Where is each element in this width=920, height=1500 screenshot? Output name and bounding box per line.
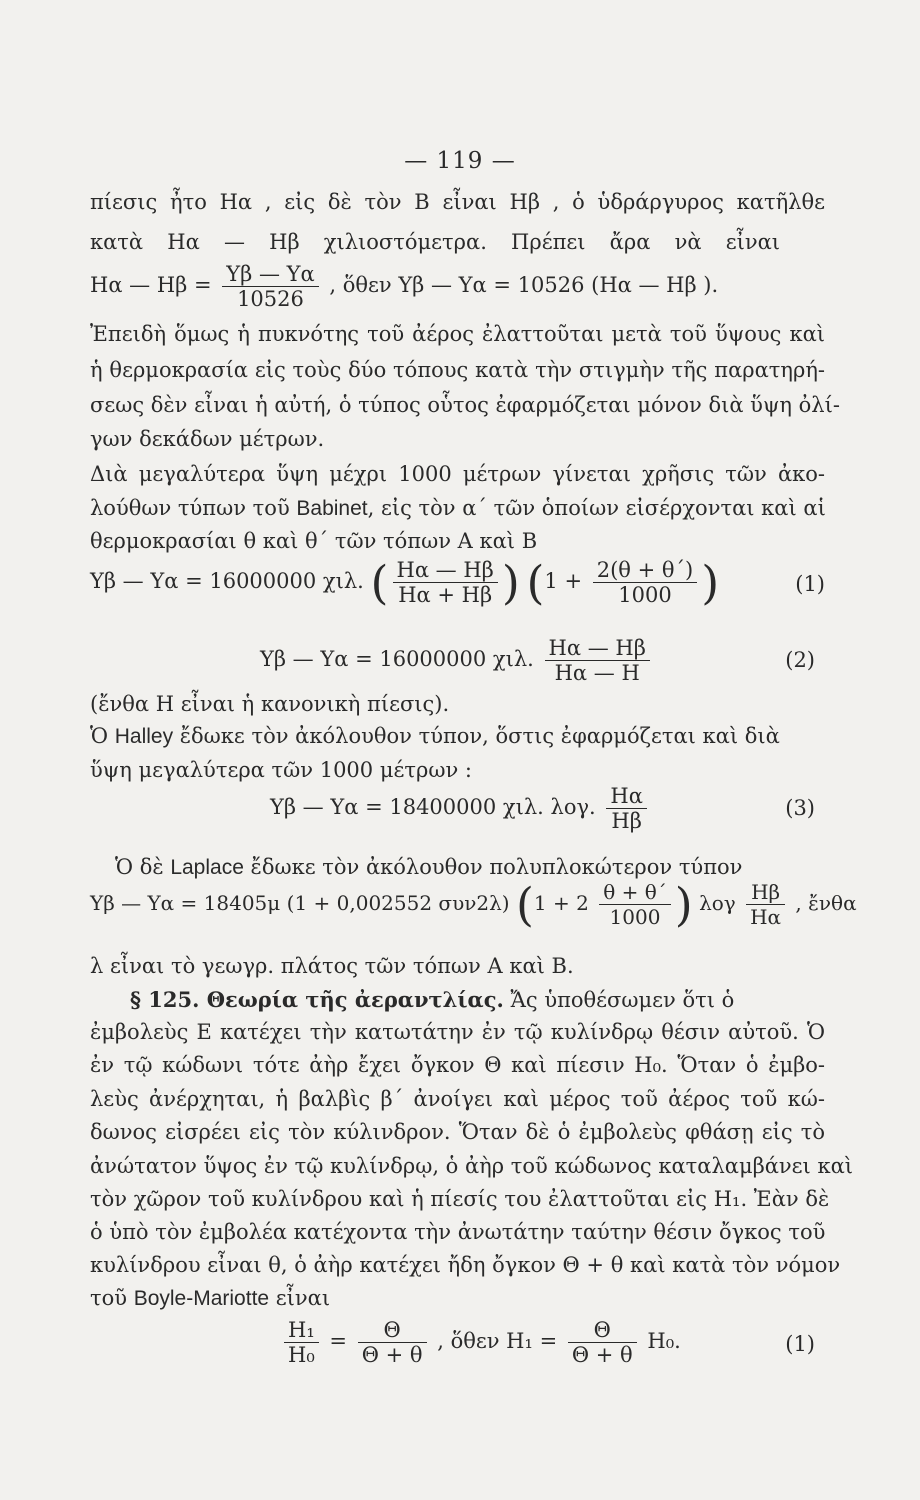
eq4-fraction-1 — [599, 880, 671, 929]
eq0-numerator: Yβ — Yα — [226, 262, 315, 286]
text-line-23: λεὺς ἀνέρχηται, ἡ βαλβὶς β΄ ἀνοίγει καὶ μέρος τοῦ ἀέρος τοῦ κώ- — [90, 1087, 825, 1111]
line29-text-c: εἶναι — [269, 1286, 331, 1310]
line17-text-a: Ὁ δὲ — [115, 855, 171, 879]
halley-name: Halley — [114, 725, 174, 748]
eq5-fraction-2 — [358, 1318, 427, 1367]
equation-0 — [90, 262, 825, 311]
eq4-f1-numerator: θ + θ΄ — [603, 880, 667, 904]
text-line-10: θερμοκρασίαι θ καὶ θ΄ τῶν τόπων A καὶ B — [90, 529, 538, 553]
equation-2 — [260, 636, 815, 686]
text-line-29 — [90, 1284, 825, 1313]
text-line-1: πίεσις ἦτο Hα , εἰς δὲ τὸν B εἶναι Hβ , ὁ ὑδράργυρος κατῆλθε — [90, 190, 825, 214]
eq0-fraction — [222, 262, 318, 311]
babinet-name: Babinet — [296, 497, 368, 520]
line20-text-b: Ἄς ὑποθέσωμεν ὅτι ὁ — [503, 988, 735, 1012]
eq3-denominator: Hβ — [606, 808, 647, 833]
section-125-heading: § 125. Θεωρία τῆς ἀεραντλίας. — [130, 987, 504, 1012]
text-line-24: δωνος εἰσρέει εἰς τὸν κύλινδρον. Ὅταν δὲ ὁ ἐμβολεὺς φθάσῃ εἰς τὸ — [90, 1120, 825, 1144]
eq5-f1-numerator: H₁ — [288, 1318, 315, 1342]
eq1-f2-denominator: 1000 — [593, 582, 697, 607]
text-line-14 — [90, 722, 825, 751]
eq5-f2-numerator: Θ — [383, 1318, 401, 1342]
text-line-9 — [90, 494, 825, 523]
eq1-f2-numerator: 2(θ + θ΄) — [596, 558, 694, 582]
eq2-denominator: Hα — H — [545, 660, 650, 685]
eq5-f3-denominator: Θ + θ — [568, 1342, 637, 1367]
laplace-name: Laplace — [170, 856, 244, 879]
text-line-27: ὁ ὑπὸ τὸν ἐμβολέα κατέχοντα τὴν ἀνωτάτην ταύτην θέσιν ὄγκος τοῦ — [90, 1220, 826, 1244]
eq5-end: H₀. — [647, 1329, 681, 1353]
page-number: — 119 — — [404, 148, 516, 174]
line14-text-a: Ὁ — [90, 724, 115, 748]
text-line-28: κυλίνδρου εἶναι θ, ὁ ἀὴρ κατέχει ἤδη ὄγκον Θ + θ καὶ κατὰ τὸν νόμον — [90, 1253, 841, 1277]
eq5-number: (1) — [785, 1332, 815, 1356]
eq5-f1-denominator: H₀ — [284, 1342, 319, 1367]
text-line-4: Ἐπειδὴ ὅμως ἡ πυκνότης τοῦ ἀέρος ἐλαττοῦται μετὰ τοῦ ὕψους καὶ — [90, 322, 825, 346]
equation-1: Yβ — Yα = 16000000 χιλ. ( $\frac{H\alpha — H\beta}{H\alpha + H\beta}$ ) (1 + $\frac{2(\theta + \theta΄)}{1000}$ ) (1) — [90, 555, 825, 610]
eq4-log: λογ — [699, 891, 736, 915]
line29-text-a: τοῦ — [90, 1286, 134, 1310]
text-line-13: (ἔνθα H εἶναι ἡ κανονικὴ πίεσις). — [90, 692, 450, 716]
eq3-number: (3) — [785, 796, 815, 820]
text-line-6: σεως δὲν εἶναι ἡ αὐτή, ὁ τύπος οὗτος ἐφαρμόζεται μόνον διὰ ὕψη ὀλί- — [90, 393, 840, 417]
text-line-5: ἡ θερμοκρασία εἰς τοὺς δύο τόπους κατὰ τὴν στιγμὴν τῆς παρατηρή- — [90, 358, 825, 382]
text-line-22: ἐν τῷ κώδωνι τότε ἀὴρ ἔχει ὄγκον Θ καὶ πίεσιν H₀. Ὅταν ὁ ἐμβο- — [90, 1053, 825, 1077]
eq2-lhs: Yβ — Yα = 16000000 χιλ. — [260, 647, 534, 671]
text-line-21: ἐμβολεὺς E κατέχει τὴν κατωτάτην ἐν τῷ κυλίνδρῳ θέσιν αὐτοῦ. Ὁ — [90, 1020, 825, 1044]
eq3-lhs: Yβ — Yα = 18400000 χιλ. λογ. — [270, 795, 596, 819]
section-heading-line — [130, 986, 825, 1014]
line9-text-a: λούθων τύπων τοῦ — [90, 496, 297, 520]
text-line-15: ὕψη μεγαλύτερα τῶν 1000 μέτρων : — [90, 758, 472, 782]
eq3-fraction — [606, 784, 647, 833]
eq1-fraction-1 — [393, 558, 498, 607]
eq4-one-plus-two: 1 + 2 — [533, 891, 589, 915]
eq0-denominator: 10526 — [222, 286, 318, 311]
boyle-mariotte-name: Boyle-Mariotte — [133, 1287, 270, 1310]
eq5-fraction-3 — [568, 1318, 637, 1367]
eq1-one-plus: 1 + — [544, 569, 583, 593]
eq4-f2-denominator: Hα — [746, 904, 785, 929]
text-line-19: λ εἶναι τὸ γεωγρ. πλάτος τῶν τόπων A καὶ B. — [90, 954, 574, 978]
eq2-numerator: Hα — Hβ — [548, 636, 646, 660]
text-line-8: Διὰ μεγαλύτερα ὕψη μέχρι 1000 μέτρων γίνεται χρῆσις τῶν ἀκο- — [90, 462, 825, 486]
eq0-rest: , ὅθεν Yβ — Yα = 10526 (Hα — Hβ ). — [329, 273, 719, 297]
equation-4: Yβ — Yα = 18405μ (1 + 0,002552 συν2λ) (1 + 2 $\frac{\theta + \theta΄}{1000}$ ) λογ $\frac{H\beta}{H\alpha}$ , ἔνθα — [90, 877, 857, 932]
eq5-equals: = — [329, 1329, 348, 1353]
eq5-f3-numerator: Θ — [593, 1318, 611, 1342]
eq0-lhs: Hα — Hβ = — [90, 273, 212, 297]
eq4-lhs: Yβ — Yα = 18405μ (1 + 0,002552 συν2λ) — [90, 891, 510, 915]
eq5-fraction-1 — [284, 1318, 319, 1367]
eq1-f1-numerator: Hα — Hβ — [396, 558, 494, 582]
text-line-2: κατὰ Hα — Hβ χιλιοστόμετρα. Πρέπει ἄρα νὰ εἶναι — [90, 230, 780, 254]
eq4-f1-denominator: 1000 — [599, 904, 671, 929]
eq4-end: , ἔνθα — [795, 891, 857, 915]
eq2-number: (2) — [785, 648, 815, 672]
line17-text-c: ἔδωκε τὸν ἀκόλουθον πολυπλοκώτερον τύπον — [243, 855, 743, 879]
eq5-middle: , ὅθεν H₁ = — [437, 1329, 558, 1353]
eq4-fraction-2 — [746, 880, 785, 929]
text-line-26: τὸν χῶρον τοῦ κυλίνδρου καὶ ἡ πίεσίς του ἐλαττοῦται εἰς H₁. Ἐὰν δὲ — [90, 1187, 830, 1211]
eq1-lhs: Yβ — Yα = 16000000 χιλ. — [90, 569, 364, 593]
line14-text-c: ἔδωκε τὸν ἀκόλουθον τύπον, ὅστις ἐφαρμόζεται καὶ διὰ — [173, 724, 780, 748]
eq2-fraction — [545, 636, 650, 685]
eq3-numerator: Hα — [610, 784, 643, 808]
line9-text-c: , εἰς τὸν α΄ τῶν ὁποίων εἰσέρχονται καὶ αἱ — [367, 496, 826, 520]
equation-3 — [270, 784, 815, 834]
equation-5 — [280, 1318, 815, 1370]
eq5-f2-denominator: Θ + θ — [358, 1342, 427, 1367]
text-line-7: γων δεκάδων μέτρων. — [90, 427, 325, 451]
eq1-fraction-2 — [593, 558, 697, 607]
text-line-25: ἀνώτατον ὕψος ἐν τῷ κυλίνδρῳ, ὁ ἀὴρ τοῦ κώδωνος καταλαμβάνει καὶ — [90, 1154, 854, 1178]
eq1-number: (1) — [795, 572, 825, 596]
text-line-17 — [115, 853, 825, 882]
eq4-f2-numerator: Hβ — [751, 880, 781, 904]
eq1-f1-denominator: Hα + Hβ — [393, 582, 498, 607]
